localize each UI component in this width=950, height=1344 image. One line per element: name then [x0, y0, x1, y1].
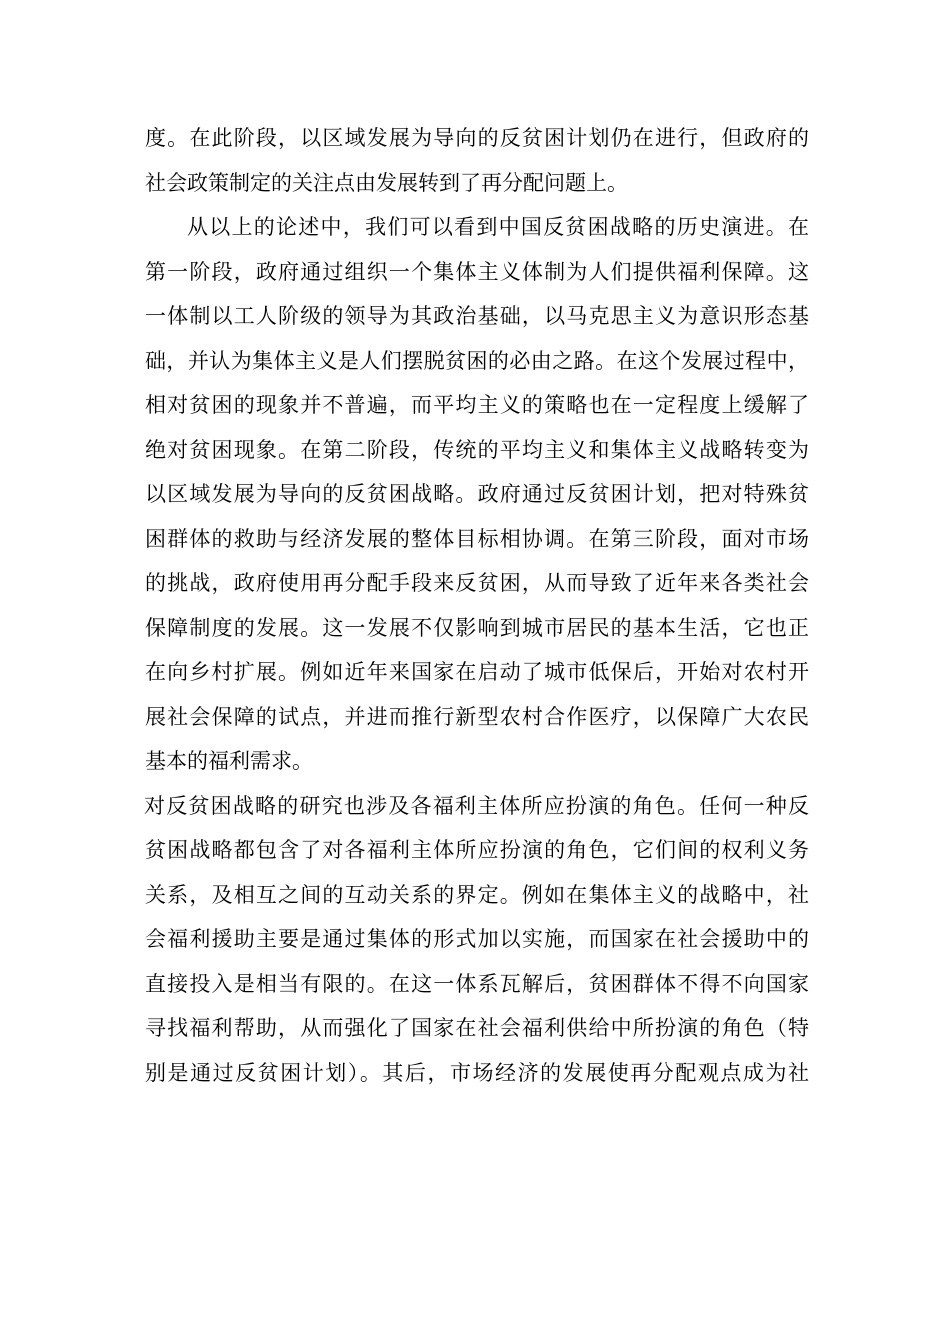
text-line: 绝对贫困现象。在第二阶段，传统的平均主义和集体主义战略转变为: [145, 437, 809, 462]
text-line: 在向乡村扩展。例如近年来国家在启动了城市低保后，开始对农村开: [145, 660, 809, 684]
text-line: 一体制以工人阶级的领导为其政治基础，以马克思主义为意识形态基: [145, 304, 809, 328]
body-text: [145, 116, 809, 1095]
text-line: 社会政策制定的关注点由发展转到了再分配问题上。: [145, 170, 628, 195]
text-line: 第一阶段，政府通过组织一个集体主义体制为人们提供福利保障。这: [145, 259, 809, 284]
text-line: 度。在此阶段，以区域发展为导向的反贫困计划仍在进行，但政府的: [145, 126, 809, 150]
text-line: 的挑战，政府使用再分配手段来反贫困，从而导致了近年来各类社会: [145, 571, 809, 595]
text-line: 会福利援助主要是通过集体的形式加以实施，而国家在社会援助中的: [145, 927, 809, 951]
text-line: 以区域发展为导向的反贫困战略。政府通过反贫困计划，把对特殊贫: [145, 482, 809, 506]
text-line: 直接投入是相当有限的。在这一体系瓦解后，贫困群体不得不向国家: [145, 971, 809, 996]
text-line: 展社会保障的试点，并进而推行新型农村合作医疗，以保障广大农民: [145, 704, 809, 729]
text-line: 保障制度的发展。这一发展不仅影响到城市居民的基本生活，它也正: [145, 615, 809, 640]
text-line: 贫困战略都包含了对各福利主体所应扮演的角色，它们间的权利义务: [145, 838, 809, 862]
text-line: 困群体的救助与经济发展的整体目标相协调。在第三阶段，面对市场: [145, 526, 809, 551]
text-line: 基本的福利需求。: [145, 749, 313, 773]
text-line: 寻找福利帮助，从而强化了国家在社会福利供给中所扮演的角色（特: [145, 1016, 809, 1040]
text-line: 关系，及相互之间的互动关系的界定。例如在集体主义的战略中，社: [145, 882, 809, 907]
text-line: 别是通过反贫困计划）。其后，市场经济的发展使再分配观点成为社: [145, 1060, 809, 1085]
text-line: 从以上的论述中，我们可以看到中国反贫困战略的历史演进。在: [187, 215, 809, 239]
text-line: 础，并认为集体主义是人们摆脱贫困的必由之路。在这个发展过程中，: [145, 348, 809, 373]
text-line: 对反贫困战略的研究也涉及各福利主体所应扮演的角色。任何一种反: [144, 793, 809, 818]
text-line: 相对贫困的现象并不普遍，而平均主义的策略也在一定程度上缓解了: [145, 393, 809, 417]
